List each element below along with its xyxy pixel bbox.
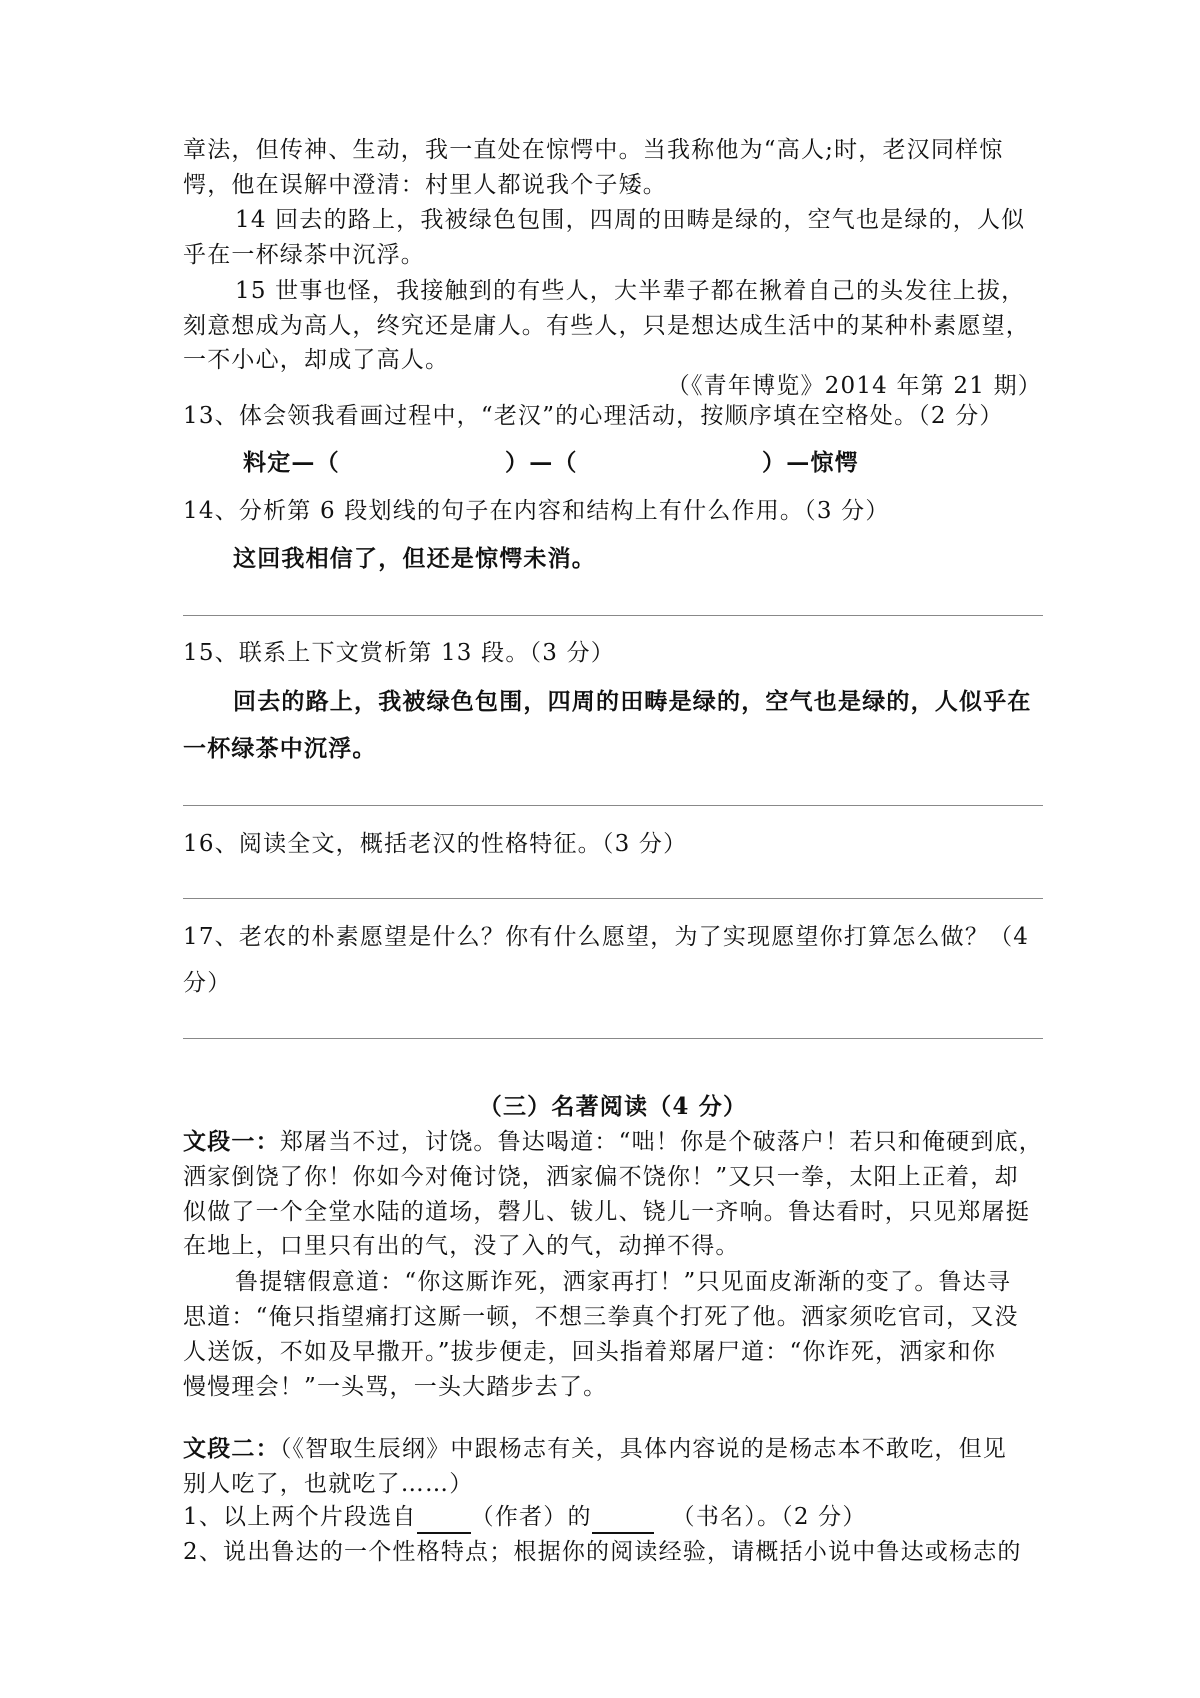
passage-paragraph-14: 14 回去的路上，我被绿色包围，四周的田畴是绿的，空气也是绿的，人似 — [235, 207, 1026, 233]
excerpt-1-line: 鲁提辖假意道：“你这厮诈死，洒家再打！”只见面皮渐渐的变了。鲁达寻 — [235, 1269, 1012, 1295]
section3-question-1 — [183, 1502, 1043, 1534]
question-17: 17、老农的朴素愿望是什么？你有什么愿望，为了实现愿望你打算怎么做？（4 — [183, 924, 1030, 950]
excerpt-1-label: 文段一： — [183, 1128, 280, 1155]
section3-question-2: 2、说出鲁达的一个性格特点；根据你的阅读经验，请概括小说中鲁达或杨志的 — [183, 1539, 1022, 1565]
passage-line: 一不小心，却成了高人。 — [183, 347, 450, 373]
excerpt-text: （《智取生辰纲》中跟杨志有关，具体内容说的是杨志本不敢吃，但见 — [279, 1436, 1008, 1462]
passage-line: 章法，但传神、生动，我一直处在惊愕中。当我称他为“高人;时，老汉同样惊 — [183, 137, 1004, 163]
q1-text: 1、以上两个片段选自 — [183, 1504, 417, 1530]
q13-fill-end: ）—惊愕 — [762, 449, 859, 476]
question-17: 分） — [183, 970, 232, 996]
blank-book[interactable] — [592, 1502, 654, 1534]
blank-author[interactable] — [417, 1502, 471, 1534]
q13-fill-start: 料定—（ — [243, 449, 340, 476]
excerpt-1-line: 在地上，口里只有出的气，没了入的气，动掸不得。 — [183, 1233, 740, 1259]
q15-quote: 一杯绿茶中沉浮。 — [183, 735, 377, 762]
passage-line: 乎在一杯绿茶中沉浮。 — [183, 242, 425, 268]
answer-line — [183, 805, 1043, 806]
excerpt-1-line: 似做了一个全堂水陆的道场，磬儿、钹儿、铙儿一齐响。鲁达看时，只见郑屠挺 — [183, 1199, 1030, 1225]
excerpt-text: 郑屠当不过，讨饶。鲁达喝道：“咄！你是个破落户！若只和俺硬到底， — [279, 1129, 1043, 1155]
q1-text: （作者）的 — [470, 1504, 592, 1530]
passage-line: 愕，他在误解中澄清：村里人都说我个子矮。 — [183, 172, 667, 198]
excerpt-1-line: 慢慢理会！”一头骂，一头大踏步去了。 — [183, 1374, 608, 1400]
q15-quote: 回去的路上，我被绿色包围，四周的田畴是绿的，空气也是绿的，人似乎在 — [233, 688, 1032, 715]
answer-line — [183, 615, 1043, 616]
passage-source: （《青年博览》2014 年第 21 期） — [666, 373, 1042, 399]
question-14: 14、分析第 6 段划线的句子在内容和结构上有什么作用。（3 分） — [183, 498, 890, 524]
excerpt-2-label: 文段二： — [183, 1435, 280, 1462]
section-title: （三）名著阅读（4 分） — [478, 1093, 748, 1120]
excerpt-2-line — [183, 1434, 1043, 1464]
answer-line — [183, 1038, 1043, 1039]
excerpt-1-line — [183, 1127, 1043, 1157]
q13-fill-middle: ）—（ — [505, 449, 578, 476]
q1-text: （书名）。（2 分） — [671, 1504, 867, 1530]
passage-line: 刻意想成为高人，终究还是庸人。有些人，只是想达成生活中的某种朴素愿望， — [183, 313, 1030, 339]
q14-quote: 这回我相信了，但还是惊愕未消。 — [233, 545, 596, 572]
question-16: 16、阅读全文，概括老汉的性格特征。（3 分） — [183, 831, 688, 857]
question-15: 15、联系上下文赏析第 13 段。（3 分） — [183, 640, 615, 666]
answer-line — [183, 898, 1043, 899]
excerpt-1-line: 思道：“俺只指望痛打这厮一顿，不想三拳真个打死了他。洒家须吃官司，又没 — [183, 1304, 1019, 1330]
question-13: 13、体会领我看画过程中，“老汉”的心理活动，按顺序填在空格处。（2 分） — [183, 403, 1004, 429]
excerpt-1-line: 人送饭，不如及早撒开。”拔步便走，回头指着郑屠尸道：“你诈死，洒家和你 — [183, 1339, 997, 1365]
passage-paragraph-15: 15 世事也怪，我接触到的有些人，大半辈子都在揪着自己的头发往上拔， — [235, 278, 1026, 304]
excerpt-2-line: 别人吃了，也就吃了……） — [183, 1471, 474, 1497]
excerpt-1-line: 洒家倒饶了你！你如今对俺讨饶，洒家偏不饶你！”又只一拳，太阳上正着，却 — [183, 1164, 1019, 1190]
